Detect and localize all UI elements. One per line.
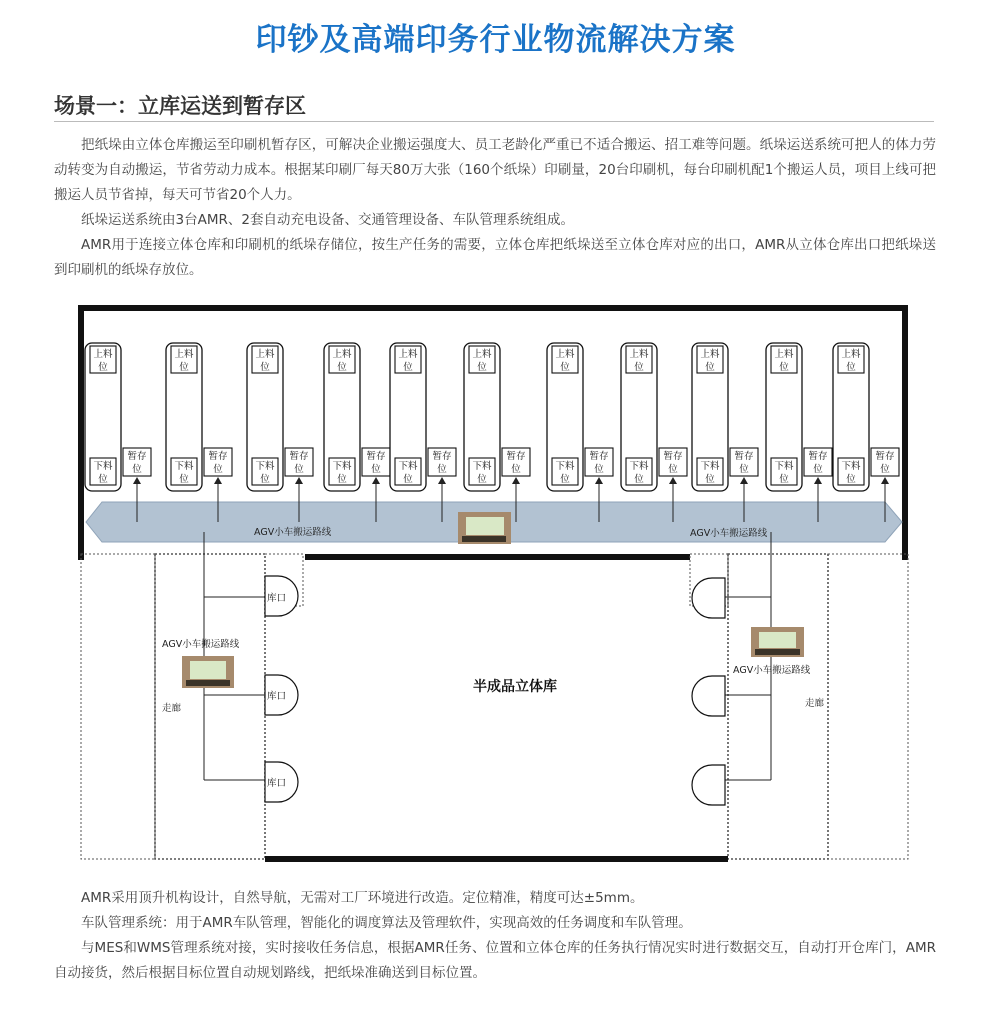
svg-text:位: 位 — [477, 474, 487, 485]
press-unit — [464, 343, 530, 522]
section-divider — [54, 121, 934, 122]
corridor-label: 走廊 — [162, 703, 182, 714]
svg-text:位: 位 — [98, 362, 108, 373]
press-unit — [247, 343, 313, 522]
svg-text:位: 位 — [213, 464, 223, 475]
svg-text:下料: 下料 — [555, 461, 575, 472]
svg-text:下料: 下料 — [629, 461, 649, 472]
agv-robot-image — [458, 512, 511, 544]
svg-text:暂存: 暂存 — [208, 451, 228, 462]
svg-text:位: 位 — [779, 362, 789, 373]
svg-text:位: 位 — [403, 362, 413, 373]
svg-text:位: 位 — [560, 362, 570, 373]
page-title: 印钞及高端印务行业物流解决方案 — [255, 22, 736, 58]
outro-paragraph: AMR采用顶升机构设计，自然导航，无需对工厂环境进行改造。定位精准，精度可达±5mm。 — [81, 890, 644, 906]
svg-text:上料: 上料 — [774, 349, 794, 360]
press-units — [85, 343, 899, 522]
port-label: 库口 — [267, 778, 287, 789]
lower-loading-station — [90, 458, 116, 485]
agv-route-label: AGV小车搬运路线 — [690, 528, 768, 539]
press-unit — [833, 343, 899, 522]
upper-loading-station — [697, 346, 723, 373]
staging-station — [204, 448, 232, 476]
warehouse-port-left — [265, 576, 298, 616]
svg-text:上料: 上料 — [93, 349, 113, 360]
svg-text:下料: 下料 — [774, 461, 794, 472]
lower-loading-station — [626, 458, 652, 485]
corridor-zones — [81, 554, 908, 859]
svg-text:位: 位 — [294, 464, 304, 475]
upper-loading-station — [395, 346, 421, 373]
svg-text:暂存: 暂存 — [289, 451, 309, 462]
staging-station — [362, 448, 390, 476]
svg-text:位: 位 — [132, 464, 142, 475]
svg-text:上料: 上料 — [255, 349, 275, 360]
svg-text:位: 位 — [634, 474, 644, 485]
svg-text:位: 位 — [813, 464, 823, 475]
agv-robot-image — [182, 656, 234, 688]
svg-text:下料: 下料 — [93, 461, 113, 472]
svg-text:上料: 上料 — [841, 349, 861, 360]
svg-text:暂存: 暂存 — [127, 451, 147, 462]
lower-loading-station — [329, 458, 355, 485]
upper-loading-station — [771, 346, 797, 373]
svg-text:上料: 上料 — [398, 349, 418, 360]
svg-text:位: 位 — [477, 362, 487, 373]
upper-loading-station — [252, 346, 278, 373]
svg-text:下料: 下料 — [472, 461, 492, 472]
staging-station — [730, 448, 758, 476]
svg-text:暂存: 暂存 — [432, 451, 452, 462]
upper-loading-station — [552, 346, 578, 373]
svg-text:下料: 下料 — [174, 461, 194, 472]
outro-paragraph: 与MES和WMS管理系统对接，实时接收任务信息，根据AMR任务、位置和立体仓库的任务执行情况实时进行数据交互，自动打开仓库门，AMR自动接货，然后根据目标位置自动规划路线，把纸垛准确送到目标位置。 — [54, 940, 936, 981]
warehouse-port-left — [265, 675, 298, 715]
press-unit — [166, 343, 232, 522]
press-unit — [85, 343, 151, 522]
agv-route-label: AGV小车搬运路线 — [733, 665, 811, 676]
svg-text:位: 位 — [779, 474, 789, 485]
warehouse-port-right — [692, 578, 725, 805]
warehouse-port-left — [265, 762, 298, 802]
svg-text:位: 位 — [179, 362, 189, 373]
section-heading: 场景一：立库运送到暂存区 — [54, 94, 306, 118]
lower-loading-station — [771, 458, 797, 485]
svg-text:位: 位 — [594, 464, 604, 475]
upper-loading-station — [626, 346, 652, 373]
lower-loading-station — [552, 458, 578, 485]
intro-paragraph: 把纸垛由立体仓库搬运至印刷机暂存区，可解决企业搬运强度大、员工老龄化严重已不适合搬运、招工难等问题。纸垛运送系统可把人的体力劳动转变为自动搬运，节省劳动力成本。根据某印刷厂每天80万大张（160个纸垛）印刷量，20台印刷机，每台印刷机配1个搬运人员，项目上线可把搬运人员节省掉，每天可节省20个人力。 — [54, 137, 936, 203]
staging-station — [428, 448, 456, 476]
intro-paragraph: AMR用于连接立体仓库和印刷机的纸垛存储位，按生产任务的需要，立体仓库把纸垛送至立体仓库对应的出口，AMR从立体仓库出口把纸垛送到印刷机的纸垛存放位。 — [54, 237, 936, 278]
svg-text:位: 位 — [98, 474, 108, 485]
svg-text:位: 位 — [260, 362, 270, 373]
svg-text:上料: 上料 — [332, 349, 352, 360]
staging-station — [123, 448, 151, 476]
svg-text:位: 位 — [437, 464, 447, 475]
route-connectors — [204, 532, 771, 780]
svg-text:下料: 下料 — [398, 461, 418, 472]
lower-loading-station — [838, 458, 864, 485]
lower-loading-station — [171, 458, 197, 485]
press-unit — [390, 343, 456, 522]
agv-route-label: AGV小车搬运路线 — [162, 639, 240, 650]
lower-loading-station — [395, 458, 421, 485]
svg-text:位: 位 — [337, 474, 347, 485]
svg-text:位: 位 — [337, 362, 347, 373]
press-unit — [324, 343, 390, 522]
upper-loading-station — [838, 346, 864, 373]
agv-route-label: AGV小车搬运路线 — [254, 527, 332, 538]
lower-loading-station — [697, 458, 723, 485]
staging-station — [659, 448, 687, 476]
svg-text:位: 位 — [260, 474, 270, 485]
svg-text:暂存: 暂存 — [808, 451, 828, 462]
svg-text:位: 位 — [511, 464, 521, 475]
svg-text:上料: 上料 — [629, 349, 649, 360]
lower-loading-station — [469, 458, 495, 485]
press-unit — [621, 343, 687, 522]
outro-text — [54, 886, 936, 986]
svg-text:位: 位 — [739, 464, 749, 475]
svg-text:下料: 下料 — [255, 461, 275, 472]
svg-text:位: 位 — [560, 474, 570, 485]
upper-loading-station — [469, 346, 495, 373]
agv-robot-image — [751, 627, 804, 657]
svg-text:暂存: 暂存 — [506, 451, 526, 462]
svg-text:位: 位 — [846, 474, 856, 485]
svg-text:位: 位 — [705, 474, 715, 485]
svg-text:位: 位 — [705, 362, 715, 373]
svg-text:下料: 下料 — [332, 461, 352, 472]
svg-text:上料: 上料 — [700, 349, 720, 360]
intro-paragraph: 纸垛运送系统由3台AMR、2套自动充电设备、交通管理设备、车队管理系统组成。 — [81, 212, 574, 228]
upper-loading-station — [329, 346, 355, 373]
outro-paragraph: 车队管理系统：用于AMR车队管理，智能化的调度算法及管理软件，实现高效的任务调度和车队管理。 — [81, 915, 692, 931]
svg-text:暂存: 暂存 — [875, 451, 895, 462]
warehouse-bottom-wall — [265, 856, 728, 862]
svg-text:上料: 上料 — [472, 349, 492, 360]
svg-text:位: 位 — [403, 474, 413, 485]
svg-text:下料: 下料 — [841, 461, 861, 472]
svg-text:上料: 上料 — [555, 349, 575, 360]
staging-station — [502, 448, 530, 476]
svg-text:上料: 上料 — [174, 349, 194, 360]
svg-text:位: 位 — [846, 362, 856, 373]
svg-text:暂存: 暂存 — [734, 451, 754, 462]
staging-station — [804, 448, 832, 476]
intro-text — [54, 133, 936, 283]
svg-text:位: 位 — [371, 464, 381, 475]
svg-text:位: 位 — [179, 474, 189, 485]
port-label: 库口 — [267, 593, 287, 604]
svg-text:暂存: 暂存 — [589, 451, 609, 462]
press-unit — [547, 343, 613, 522]
upper-loading-station — [171, 346, 197, 373]
logistics-layout-diagram — [0, 300, 991, 870]
press-unit — [692, 343, 758, 522]
staging-station — [871, 448, 899, 476]
press-unit — [766, 343, 832, 522]
svg-text:位: 位 — [634, 362, 644, 373]
svg-text:暂存: 暂存 — [663, 451, 683, 462]
staging-station — [585, 448, 613, 476]
warehouse-label: 半成品立体库 — [473, 679, 557, 695]
svg-text:位: 位 — [668, 464, 678, 475]
lower-loading-station — [252, 458, 278, 485]
svg-text:暂存: 暂存 — [366, 451, 386, 462]
corridor-label: 走廊 — [805, 698, 825, 709]
svg-text:下料: 下料 — [700, 461, 720, 472]
port-label: 库口 — [267, 691, 287, 702]
staging-station — [285, 448, 313, 476]
upper-loading-station — [90, 346, 116, 373]
svg-text:位: 位 — [880, 464, 890, 475]
